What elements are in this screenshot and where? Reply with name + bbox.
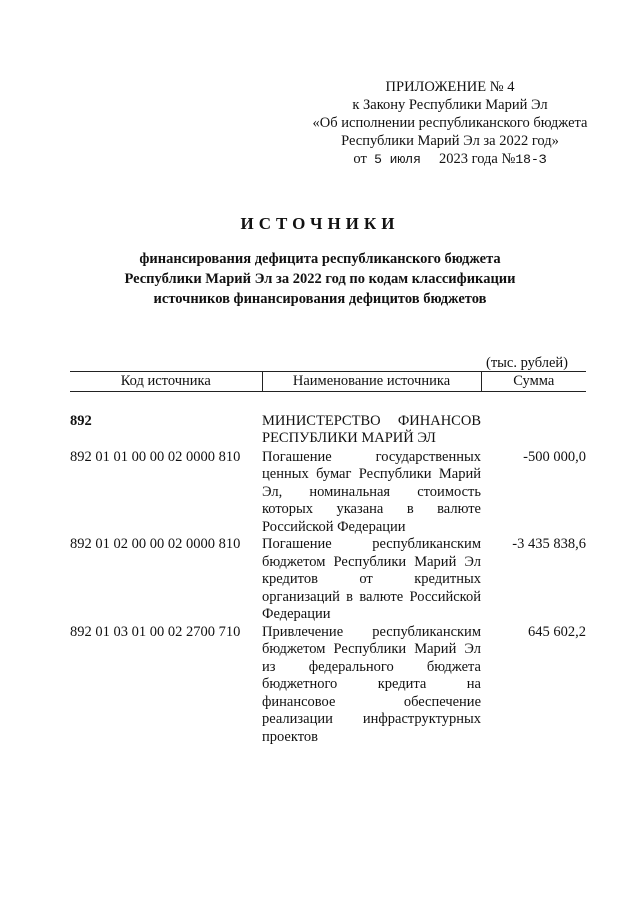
date-day: 5 июля [374,152,421,167]
row-code: 892 01 02 00 00 02 0000 810 [70,536,241,552]
row-amount: -500 000,0 [523,448,586,465]
appendix-number: ПРИЛОЖЕНИЕ № 4 [385,79,515,95]
law-title-line2: Республики Марий Эл за 2022 год» [341,133,559,149]
header-name: Наименование источника [262,372,481,392]
row-name: Погашение республиканским бюджетом Республики Марий Эл кредитов от кредитных организаций в валюте Российской Федерации [262,536,481,622]
sources-table [70,371,586,746]
row-name: Погашение государственных ценных бумаг Республики Марий Эл, номинальная стоимость которых указана в валюте Российской Федерации [262,448,481,535]
row-amount: -3 435 838,6 [512,536,586,552]
date-year: 2023 года № [439,151,516,167]
row-code: 892 [70,412,92,429]
law-title-line1: «Об исполнении республиканского бюджета [312,115,588,131]
row-name: МИНИСТЕРСТВО ФИНАНСОВ РЕСПУБЛИКИ МАРИЙ ЭЛ [262,412,481,446]
table-spacer [70,391,586,413]
appendix-header [300,78,600,169]
header-amount: Сумма [481,372,586,392]
law-number: 18-З [515,152,547,167]
table-header-row [70,372,586,392]
row-code: 892 01 01 00 00 02 0000 810 [70,448,241,465]
table-row [70,624,586,747]
subtitle-line1: финансирования дефицита республиканского бюджета [139,251,501,267]
units-label: (тыс. рублей) [486,355,568,371]
document-subtitle [90,249,550,309]
table-row [70,413,586,449]
row-code: 892 01 03 01 00 02 2700 710 [70,623,241,640]
law-reference: к Закону Республики Марий Эл [352,97,548,113]
row-amount [481,413,586,449]
document-title: ИСТОЧНИКИ [240,214,400,233]
subtitle-line2: Республики Марий Эл за 2022 год по кодам классификации [124,271,516,287]
table-row [70,449,586,537]
table-row [70,536,586,624]
row-amount: 645 602,2 [528,623,586,640]
law-date [300,150,600,169]
row-name: Привлечение республиканским бюджетом Республики Марий Эл из федерального бюджета бюджетного кредита на финансовое обеспечение реализации инфраструктурных проектов [262,623,481,745]
header-code: Код источника [70,372,262,392]
date-prefix: от [353,151,367,167]
subtitle-line3: источников финансирования дефицитов бюджетов [153,291,487,307]
